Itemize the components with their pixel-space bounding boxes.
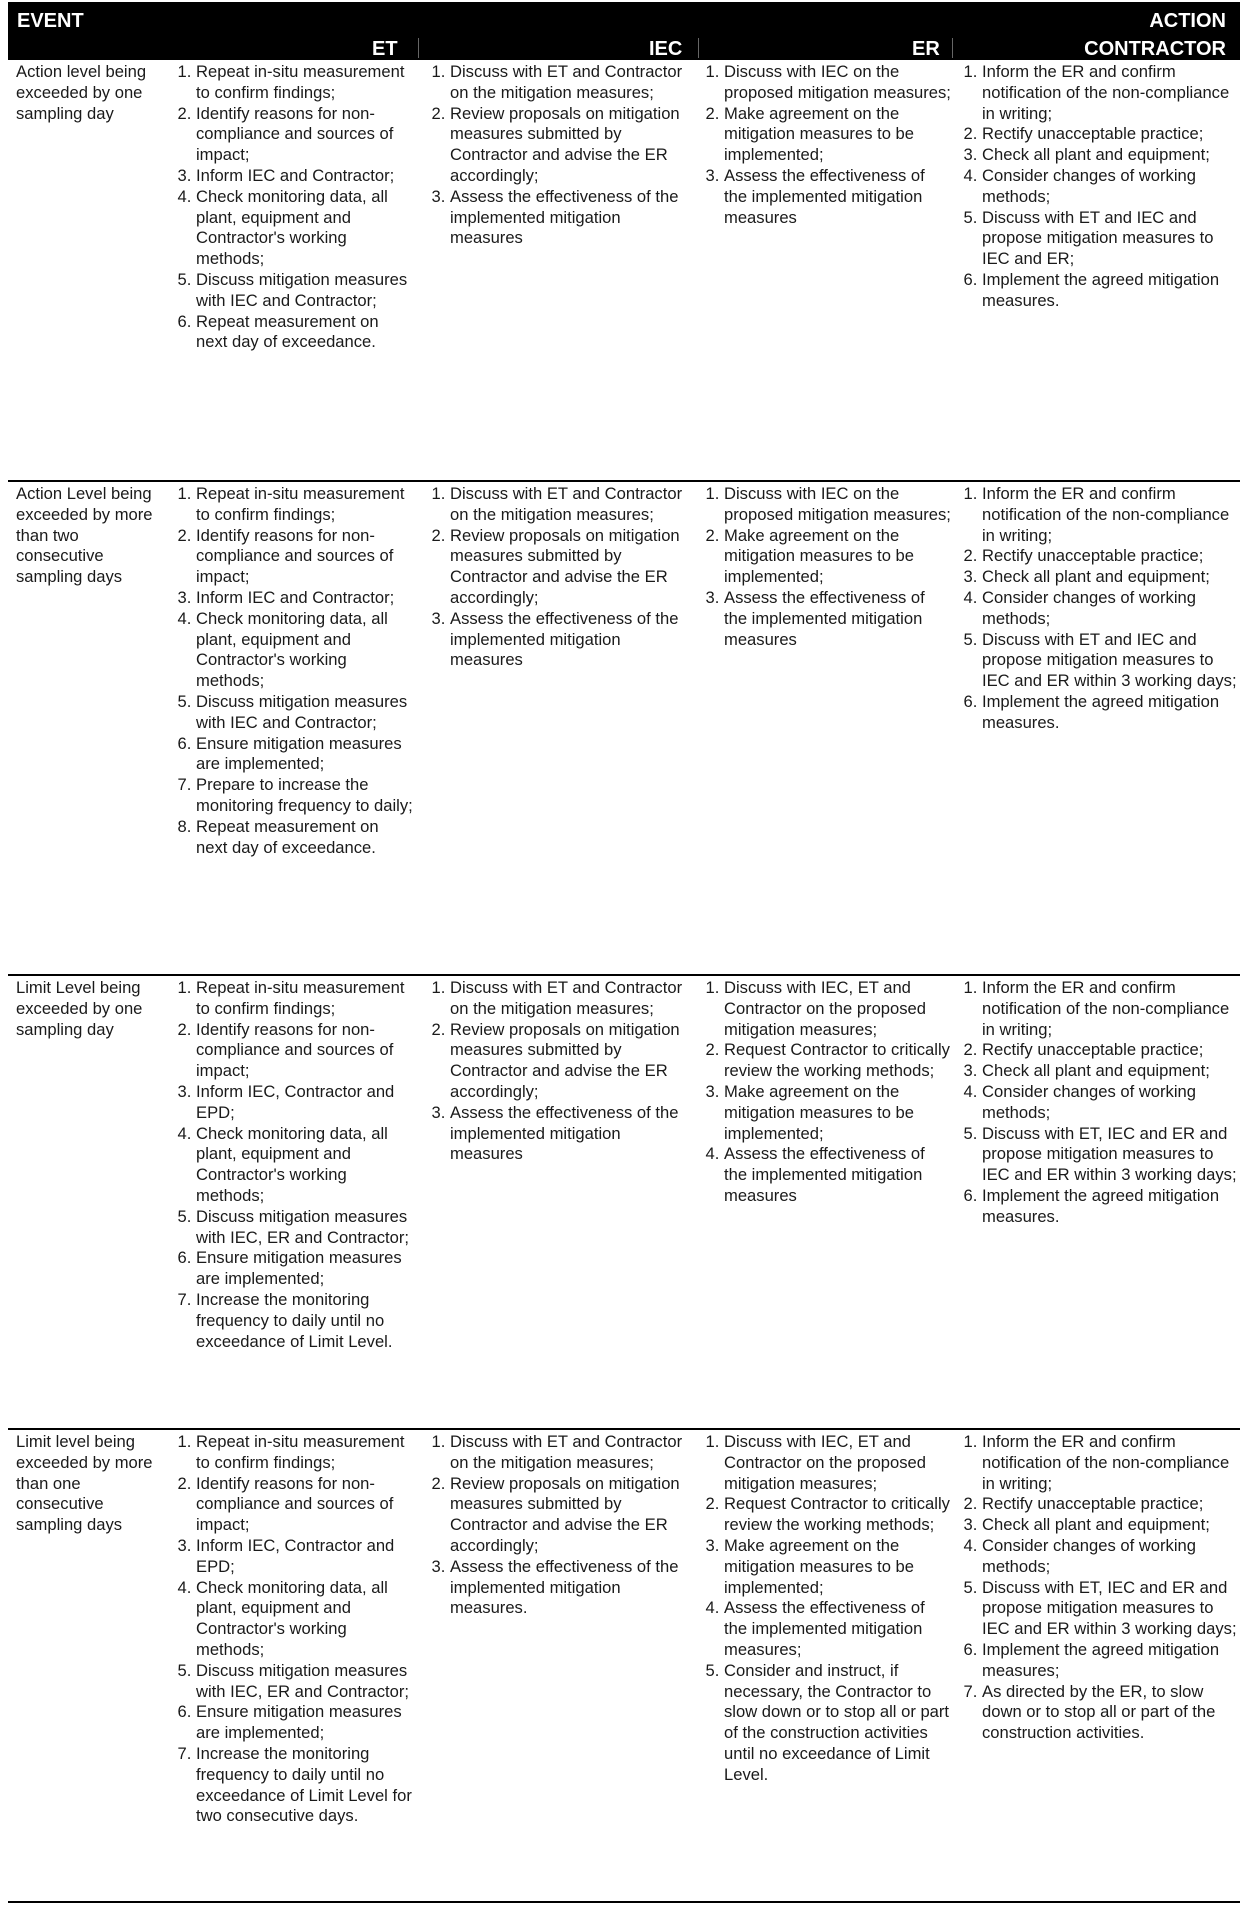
- header-iec: IEC: [649, 38, 683, 60]
- list-item: 4. Assess the effectiveness of the implemented mitigation measures: [724, 1144, 952, 1206]
- event-description: Limit level being exceeded by more than one consecutive sampling days: [16, 1432, 153, 1535]
- contractor-actions-cell: [960, 484, 1240, 734]
- er-action-list: [702, 484, 952, 650]
- list-item: 5. Discuss with ET and IEC and propose mitigation measures to IEC and ER;: [982, 208, 1240, 270]
- er-action-list: [702, 62, 952, 228]
- et-action-list: [174, 978, 414, 1352]
- list-item: 5. Discuss with ET and IEC and propose mitigation measures to IEC and ER within 3 working days;: [982, 630, 1240, 692]
- er-actions-cell: [702, 484, 952, 650]
- contractor-actions-cell: [960, 62, 1240, 312]
- et-action-list: [174, 1432, 414, 1827]
- list-item: 4. Consider changes of working methods;: [982, 1536, 1240, 1578]
- list-item: 8. Repeat measurement on next day of exceedance.: [196, 817, 414, 859]
- iec-actions-cell: [428, 62, 698, 249]
- contractor-action-list: [960, 484, 1240, 734]
- list-item: 7. Increase the monitoring frequency to daily until no exceedance of Limit Level for two consecutive days.: [196, 1744, 414, 1827]
- er-actions-cell: [702, 1432, 952, 1786]
- list-item: 4. Assess the effectiveness of the implemented mitigation measures;: [724, 1598, 952, 1660]
- list-item: 2. Make agreement on the mitigation measures to be implemented;: [724, 526, 952, 588]
- list-item: 2. Identify reasons for non-compliance and sources of impact;: [196, 1020, 414, 1082]
- list-item: 3. Assess the effectiveness of the implemented mitigation measures: [724, 166, 952, 228]
- list-item: 7. As directed by the ER, to slow down or to stop all or part of the construction activities.: [982, 1682, 1240, 1744]
- list-item: 7. Increase the monitoring frequency to daily until no exceedance of Limit Level.: [196, 1290, 414, 1352]
- list-item: 2. Request Contractor to critically review the working methods;: [724, 1494, 952, 1536]
- event-description: Action Level being exceeded by more than two consecutive sampling days: [16, 484, 153, 587]
- iec-action-list: [428, 978, 698, 1165]
- list-item: 3. Inform IEC and Contractor;: [196, 166, 414, 187]
- er-actions-cell: [702, 978, 952, 1207]
- list-item: 3. Check all plant and equipment;: [982, 1061, 1240, 1082]
- list-item: 3. Assess the effectiveness of the implemented mitigation measures: [724, 588, 952, 650]
- event-cell: [16, 484, 166, 588]
- list-item: 3. Assess the effectiveness of the implemented mitigation measures.: [450, 1557, 698, 1619]
- list-item: 2. Rectify unacceptable practice;: [982, 1040, 1240, 1061]
- list-item: 3. Check all plant and equipment;: [982, 567, 1240, 588]
- list-item: 1. Repeat in-situ measurement to confirm findings;: [196, 484, 414, 526]
- list-item: 5. Discuss mitigation measures with IEC and Contractor;: [196, 692, 414, 734]
- contractor-actions-cell: [960, 978, 1240, 1228]
- list-item: 1. Discuss with IEC, ET and Contractor on the proposed mitigation measures;: [724, 978, 952, 1040]
- er-action-list: [702, 1432, 952, 1786]
- list-item: 4. Consider changes of working methods;: [982, 166, 1240, 208]
- header-contractor: CONTRACTOR: [1084, 38, 1226, 60]
- list-item: 5. Discuss with ET, IEC and ER and propose mitigation measures to IEC and ER within 3 working days;: [982, 1124, 1240, 1186]
- list-item: 6. Ensure mitigation measures are implemented;: [196, 1702, 414, 1744]
- list-item: 1. Discuss with ET and Contractor on the mitigation measures;: [450, 978, 698, 1020]
- list-item: 2. Rectify unacceptable practice;: [982, 1494, 1240, 1515]
- iec-action-list: [428, 484, 698, 671]
- header-divider: [418, 38, 419, 58]
- et-actions-cell: [174, 484, 414, 858]
- list-item: 1. Discuss with ET and Contractor on the mitigation measures;: [450, 484, 698, 526]
- list-item: 1. Repeat in-situ measurement to confirm findings;: [196, 978, 414, 1020]
- event-cell: [16, 978, 166, 1040]
- list-item: 1. Discuss with IEC on the proposed mitigation measures;: [724, 484, 952, 526]
- et-action-list: [174, 62, 414, 353]
- list-item: 2. Review proposals on mitigation measures submitted by Contractor and advise the ER accordingly;: [450, 104, 698, 187]
- row-divider: [8, 480, 1240, 482]
- et-actions-cell: [174, 62, 414, 353]
- list-item: 1. Inform the ER and confirm notification of the non-compliance in writing;: [982, 484, 1240, 546]
- list-item: 5. Consider and instruct, if necessary, the Contractor to slow down or to stop all or part of the construction activities until no exceedance of Limit Level.: [724, 1661, 952, 1786]
- table-header: [8, 2, 1240, 60]
- et-actions-cell: [174, 978, 414, 1352]
- list-item: 1. Inform the ER and confirm notification of the non-compliance in writing;: [982, 978, 1240, 1040]
- contractor-action-list: [960, 978, 1240, 1228]
- iec-action-list: [428, 1432, 698, 1619]
- list-item: 3. Assess the effectiveness of the implemented mitigation measures: [450, 187, 698, 249]
- list-item: 6. Implement the agreed mitigation measures.: [982, 270, 1240, 312]
- header-divider: [952, 38, 953, 58]
- list-item: 4. Check monitoring data, all plant, equipment and Contractor's working methods;: [196, 609, 414, 692]
- er-action-list: [702, 978, 952, 1207]
- list-item: 1. Repeat in-situ measurement to confirm findings;: [196, 1432, 414, 1474]
- iec-actions-cell: [428, 978, 698, 1165]
- list-item: 1. Discuss with IEC on the proposed mitigation measures;: [724, 62, 952, 104]
- list-item: 7. Prepare to increase the monitoring frequency to daily;: [196, 775, 414, 817]
- list-item: 3. Assess the effectiveness of the implemented mitigation measures: [450, 609, 698, 671]
- list-item: 1. Discuss with ET and Contractor on the mitigation measures;: [450, 1432, 698, 1474]
- list-item: 6. Implement the agreed mitigation measures;: [982, 1640, 1240, 1682]
- list-item: 2. Review proposals on mitigation measures submitted by Contractor and advise the ER accordingly;: [450, 1020, 698, 1103]
- header-et: ET: [372, 38, 398, 60]
- list-item: 5. Discuss mitigation measures with IEC, ER and Contractor;: [196, 1661, 414, 1703]
- header-event: EVENT: [17, 10, 84, 32]
- contractor-action-list: [960, 1432, 1240, 1744]
- header-action: ACTION: [1149, 10, 1226, 32]
- list-item: 1. Inform the ER and confirm notification of the non-compliance in writing;: [982, 62, 1240, 124]
- er-actions-cell: [702, 62, 952, 228]
- list-item: 6. Ensure mitigation measures are implemented;: [196, 1248, 414, 1290]
- list-item: 3. Inform IEC and Contractor;: [196, 588, 414, 609]
- list-item: 4. Check monitoring data, all plant, equipment and Contractor's working methods;: [196, 1578, 414, 1661]
- list-item: 2. Identify reasons for non-compliance and sources of impact;: [196, 104, 414, 166]
- header-er: ER: [912, 38, 940, 60]
- list-item: 3. Check all plant and equipment;: [982, 1515, 1240, 1536]
- et-action-list: [174, 484, 414, 858]
- event-description: Limit Level being exceeded by one sampling day: [16, 978, 143, 1039]
- list-item: 2. Rectify unacceptable practice;: [982, 546, 1240, 567]
- list-item: 1. Discuss with IEC, ET and Contractor on the proposed mitigation measures;: [724, 1432, 952, 1494]
- list-item: 3. Check all plant and equipment;: [982, 145, 1240, 166]
- list-item: 3. Assess the effectiveness of the implemented mitigation measures: [450, 1103, 698, 1165]
- event-cell: [16, 1432, 166, 1536]
- list-item: 1. Discuss with ET and Contractor on the mitigation measures;: [450, 62, 698, 104]
- iec-actions-cell: [428, 484, 698, 671]
- list-item: 6. Repeat measurement on next day of exceedance.: [196, 312, 414, 354]
- list-item: 2. Review proposals on mitigation measures submitted by Contractor and advise the ER accordingly;: [450, 1474, 698, 1557]
- list-item: 2. Make agreement on the mitigation measures to be implemented;: [724, 104, 952, 166]
- list-item: 4. Check monitoring data, all plant, equipment and Contractor's working methods;: [196, 1124, 414, 1207]
- et-actions-cell: [174, 1432, 414, 1827]
- list-item: 5. Discuss mitigation measures with IEC, ER and Contractor;: [196, 1207, 414, 1249]
- event-description: Action level being exceeded by one sampling day: [16, 62, 147, 123]
- list-item: 6. Implement the agreed mitigation measures.: [982, 1186, 1240, 1228]
- list-item: 3. Make agreement on the mitigation measures to be implemented;: [724, 1536, 952, 1598]
- event-cell: [16, 62, 166, 124]
- list-item: 4. Check monitoring data, all plant, equipment and Contractor's working methods;: [196, 187, 414, 270]
- list-item: 1. Inform the ER and confirm notification of the non-compliance in writing;: [982, 1432, 1240, 1494]
- row-divider: [8, 1901, 1240, 1903]
- row-divider: [8, 974, 1240, 976]
- list-item: 2. Rectify unacceptable practice;: [982, 124, 1240, 145]
- list-item: 1. Repeat in-situ measurement to confirm findings;: [196, 62, 414, 104]
- list-item: 6. Ensure mitigation measures are implemented;: [196, 734, 414, 776]
- row-divider: [8, 1428, 1240, 1430]
- contractor-actions-cell: [960, 1432, 1240, 1744]
- iec-action-list: [428, 62, 698, 249]
- list-item: 5. Discuss with ET, IEC and ER and propose mitigation measures to IEC and ER within 3 working days;: [982, 1578, 1240, 1640]
- list-item: 2. Identify reasons for non-compliance and sources of impact;: [196, 1474, 414, 1536]
- list-item: 4. Consider changes of working methods;: [982, 588, 1240, 630]
- list-item: 2. Review proposals on mitigation measures submitted by Contractor and advise the ER accordingly;: [450, 526, 698, 609]
- list-item: 2. Request Contractor to critically review the working methods;: [724, 1040, 952, 1082]
- list-item: 4. Consider changes of working methods;: [982, 1082, 1240, 1124]
- contractor-action-list: [960, 62, 1240, 312]
- list-item: 5. Discuss mitigation measures with IEC and Contractor;: [196, 270, 414, 312]
- list-item: 2. Identify reasons for non-compliance and sources of impact;: [196, 526, 414, 588]
- list-item: 3. Make agreement on the mitigation measures to be implemented;: [724, 1082, 952, 1144]
- header-divider: [698, 38, 699, 58]
- list-item: 6. Implement the agreed mitigation measures.: [982, 692, 1240, 734]
- list-item: 3. Inform IEC, Contractor and EPD;: [196, 1082, 414, 1124]
- list-item: 3. Inform IEC, Contractor and EPD;: [196, 1536, 414, 1578]
- iec-actions-cell: [428, 1432, 698, 1619]
